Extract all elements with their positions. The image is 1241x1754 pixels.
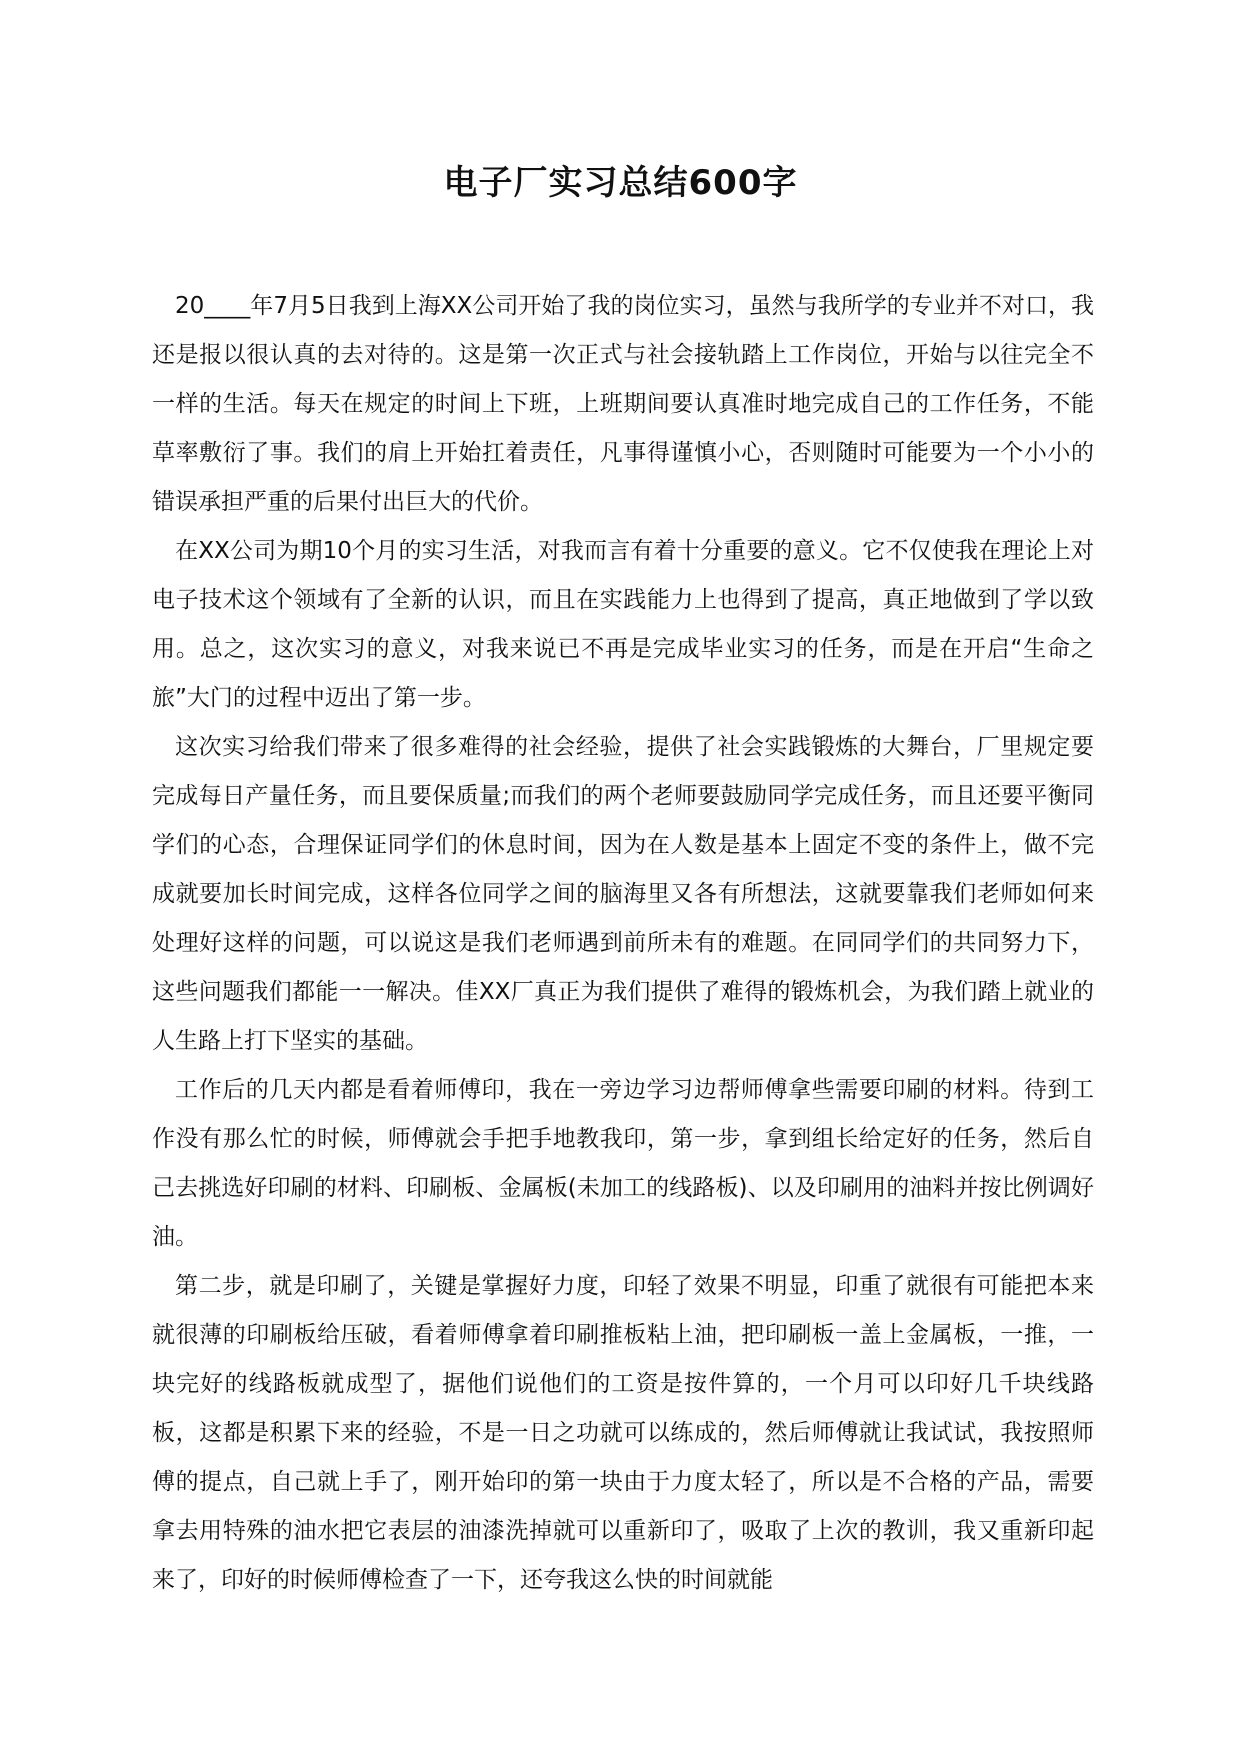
paragraph: 20____年7月5日我到上海XX公司开始了我的岗位实习，虽然与我所学的专业并不对口，我还是报以很认真的去对待的。这是第一次正式与社会接轨踏上工作岗位，开始与以往完全不一样的生活。每天在规定的时间上下班，上班期间要认真准时地完成自己的工作任务，不能草率敷衍了事。我们的肩上开始扛着责任，凡事得谨慎小心，否则随时可能要为一个小小的错误承担严重的后果付出巨大的代价。 — [152, 293, 1094, 515]
paragraph: 第二步，就是印刷了，关键是掌握好力度，印轻了效果不明显，印重了就很有可能把本来就很薄的印刷板给压破，看着师傅拿着印刷推板粘上油，把印刷板一盖上金属板，一推，一块完好的线路板就成型了，据他们说他们的工资是按件算的，一个月可以印好几千块线路板，这都是积累下来的经验，不是一日之功就可以练成的，然后师傅就让我试试，我按照师傅的提点，自己就上手了，刚开始印的第一块由于力度太轻了，所以是不合格的产品，需要拿去用特殊的油水把它表层的油漆洗掉就可以重新印了，吸取了上次的教训，我又重新印起来了，印好的时候师傅检查了一下，还夸我这么快的时间就能 — [152, 1273, 1094, 1593]
document-body — [152, 282, 1094, 1605]
paragraph: 工作后的几天内都是看着师傅印，我在一旁边学习边帮师傅拿些需要印刷的材料。待到工作没有那么忙的时候，师傅就会手把手地教我印，第一步，拿到组长给定好的任务，然后自己去挑选好印刷的材料、印刷板、金属板(未加工的线路板)、以及印刷用的油料并按比例调好油。 — [152, 1077, 1094, 1250]
document-title: 电子厂实习总结600字 — [443, 163, 798, 203]
paragraph: 这次实习给我们带来了很多难得的社会经验，提供了社会实践锻炼的大舞台，厂里规定要完成每日产量任务，而且要保质量;而我们的两个老师要鼓励同学完成任务，而且还要平衡同学们的心态，合理保证同学们的休息时间，因为在人数是基本上固定不变的条件上，做不完成就要加长时间完成，这样各位同学之间的脑海里又各有所想法，这就要靠我们老师如何来处理好这样的问题，可以说这是我们老师遇到前所未有的难题。在同同学们的共同努力下，这些问题我们都能一一解决。佳XX厂真正为我们提供了难得的锻炼机会，为我们踏上就业的人生路上打下坚实的基础。 — [152, 734, 1094, 1054]
paragraph: 在XX公司为期10个月的实习生活，对我而言有着十分重要的意义。它不仅使我在理论上对电子技术这个领域有了全新的认识，而且在实践能力上也得到了提高，真正地做到了学以致用。总之，这次实习的意义，对我来说已不再是完成毕业实习的任务，而是在开启“生命之旅”大门的过程中迈出了第一步。 — [152, 538, 1094, 711]
